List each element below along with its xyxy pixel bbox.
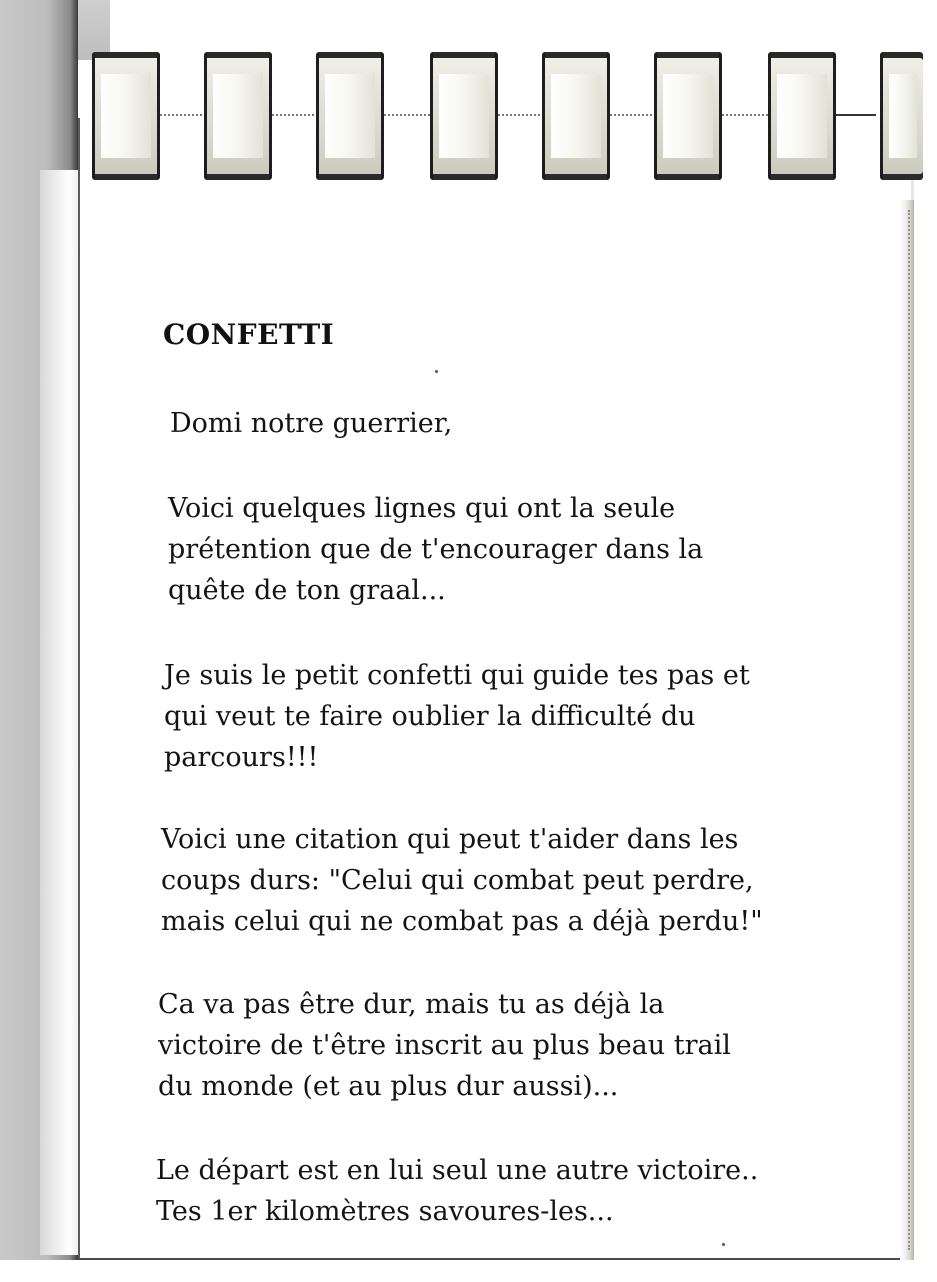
paper-speck	[435, 370, 438, 373]
binding-perforation	[272, 114, 322, 116]
binding-perforation	[836, 114, 876, 116]
paper-speck	[722, 1243, 725, 1246]
binding-ring	[542, 52, 610, 180]
page-title: CONFETTI	[163, 318, 335, 351]
paragraph-1: Voici quelques lignes qui ont la seule prétention que de t'encourager dans la quête de ton graal...	[168, 493, 704, 606]
binding-ring	[430, 52, 498, 180]
binding-ring	[316, 52, 384, 180]
binding-perforation	[160, 114, 210, 116]
paragraph-2: Je suis le petit confetti qui guide tes pas et qui veut te faire oublier la difficulté du parcours!!!	[164, 660, 750, 773]
paragraph-4: Ca va pas être dur, mais tu as déjà la victoire de t'être inscrit au plus beau trail du monde (et au plus dur aussi)...	[158, 989, 731, 1102]
greeting: Domi notre guerrier,	[170, 408, 453, 439]
binding-perforation	[722, 114, 772, 116]
paragraph-3: Voici une citation qui peut t'aider dans les coups durs: "Celui qui combat peut perdre, mais celui qui ne combat pas a déjà perdu!"	[161, 824, 763, 937]
binding-ring	[92, 52, 160, 180]
page-stack-edge	[40, 170, 83, 1255]
binding-perforation	[498, 114, 548, 116]
binding-perforation	[610, 114, 660, 116]
binding-ring	[768, 52, 836, 180]
page-right-perforation	[908, 210, 912, 1250]
binding-perforation	[384, 114, 434, 116]
spiral-binding	[80, 52, 937, 192]
binding-ring	[654, 52, 722, 180]
binding-ring	[880, 52, 923, 180]
paragraph-5: Le départ est en lui seul une autre victoire.. Tes 1er kilomètres savoures-les...	[156, 1155, 759, 1227]
binding-ring	[204, 52, 272, 180]
